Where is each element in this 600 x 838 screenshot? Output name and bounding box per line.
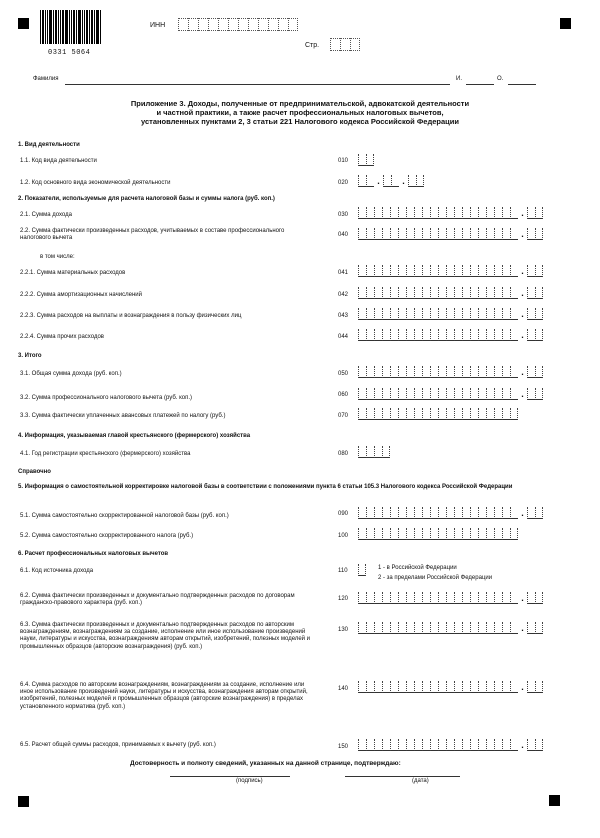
row-5-1-code: 090 bbox=[338, 511, 349, 517]
row-2-2-1-label: 2.2.1. Сумма материальных расходов bbox=[20, 270, 126, 276]
row-4-1-code: 080 bbox=[338, 451, 349, 457]
row-3-1-code: 050 bbox=[338, 371, 349, 377]
row-6-5-code: 150 bbox=[338, 744, 349, 750]
corner-marker-top-left bbox=[18, 18, 29, 29]
row-3-2-field[interactable]: . bbox=[358, 388, 543, 400]
row-6-1-field[interactable] bbox=[358, 564, 366, 576]
row-2-2-1-code: 041 bbox=[338, 270, 349, 276]
row-2-2-4-field[interactable]: . bbox=[358, 329, 543, 341]
row-6-2-field[interactable]: . bbox=[358, 592, 543, 604]
corner-marker-top-right bbox=[560, 18, 571, 29]
row-6-5-field[interactable]: . bbox=[358, 739, 543, 751]
row-5-2-field[interactable] bbox=[358, 528, 518, 540]
row-2-2-field[interactable]: . bbox=[358, 228, 543, 240]
corner-marker-bottom-left bbox=[18, 796, 29, 807]
page-number-field[interactable] bbox=[330, 38, 360, 50]
signature-caption: (подпись) bbox=[236, 778, 263, 784]
section-5-heading: 5. Информация о самостоятельной корректировке налоговой базы в соответствии с положениями пункта 6 статьи 105.3 Налогового кодекса Российской Федерации bbox=[18, 484, 513, 490]
initial-o-label: О. bbox=[497, 76, 504, 82]
row-2-2-4-label: 2.2.4. Сумма прочих расходов bbox=[20, 334, 104, 340]
row-6-3-label: 6.3. Сумма фактически произведенных и документально подтвержденных расходов по авторским вознаграждениям, вознаграждениям за создание, исполнение или иное использование произведений науки, литературы и искусства, вознаграждениям авторам открытий, изобретений, полезных моделей и промышленных образцов (авторские вознаграждения) (руб. коп.) bbox=[20, 622, 311, 650]
row-1-2-field[interactable]: . . bbox=[358, 175, 424, 187]
row-2-1-label: 2.1. Сумма дохода bbox=[20, 212, 72, 218]
row-6-4-code: 140 bbox=[338, 686, 349, 692]
barcode bbox=[40, 10, 112, 52]
row-1-1-label: 1.1. Код вида деятельности bbox=[20, 158, 97, 164]
row-1-1-code: 010 bbox=[338, 158, 349, 164]
confirmation-text: Достоверность и полноту сведений, указанных на данной странице, подтверждаю: bbox=[130, 760, 401, 767]
surname-line[interactable] bbox=[65, 84, 450, 85]
row-2-2-label: 2.2. Сумма фактически произведенных расходов, учитываемых в составе профессионального налогового вычета bbox=[20, 228, 285, 242]
barcode-number: 0331 5064 bbox=[48, 49, 91, 57]
row-1-2-code: 020 bbox=[338, 180, 349, 186]
row-3-2-label: 3.2. Сумма профессионального налогового вычета (руб. коп.) bbox=[20, 395, 193, 401]
date-line[interactable] bbox=[345, 776, 460, 777]
row-6-2-code: 120 bbox=[338, 596, 349, 602]
row-2-1-field[interactable]: . bbox=[358, 207, 543, 219]
inn-label: ИНН bbox=[150, 22, 166, 29]
row-5-2-label: 5.2. Сумма самостоятельно скорректированного налога (руб.) bbox=[20, 533, 194, 539]
row-2-2-code: 040 bbox=[338, 232, 349, 238]
inn-field[interactable] bbox=[178, 18, 298, 30]
row-1-1-field[interactable] bbox=[358, 154, 374, 166]
row-6-2-label: 6.2. Сумма фактически произведенных и документально подтвержденных расходов по договорам гражданско-правового характера (руб. коп.) bbox=[20, 593, 295, 607]
row-2-2-2-field[interactable]: . bbox=[358, 287, 543, 299]
row-3-2-code: 060 bbox=[338, 392, 349, 398]
date-caption: (дата) bbox=[412, 778, 429, 784]
row-3-1-label: 3.1. Общая сумма дохода (руб. коп.) bbox=[20, 371, 122, 377]
section-3-heading: 3. Итого bbox=[18, 353, 42, 359]
row-6-4-field[interactable]: . bbox=[358, 681, 543, 693]
row-6-1-option-1: 1 - в Российской Федерации bbox=[378, 565, 457, 571]
row-2-2-2-label: 2.2.2. Сумма амортизационных начислений bbox=[20, 292, 142, 298]
row-4-1-field[interactable] bbox=[358, 446, 390, 458]
row-2-2-3-field[interactable]: . bbox=[358, 308, 543, 320]
row-3-3-code: 070 bbox=[338, 413, 349, 419]
row-2-1-code: 030 bbox=[338, 212, 349, 218]
page-label: Стр. bbox=[305, 42, 320, 49]
row-2-2-4-code: 044 bbox=[338, 334, 349, 340]
corner-marker-bottom-right bbox=[549, 795, 560, 806]
section-2-heading: 2. Показатели, используемые для расчета налоговой базы и суммы налога (руб. коп.) bbox=[18, 196, 275, 202]
row-6-4-label: 6.4. Сумма расходов по авторским вознаграждениям, вознаграждениям за создание, исполнение или иное использование произведений науки, литературы и искусства, вознаграждения авторам открытий, изобретений, полезных моделей и промышленных образцов (авторские вознаграждения) в пределах установленного норматива (руб. коп.) bbox=[20, 682, 308, 710]
row-3-1-field[interactable]: . bbox=[358, 366, 543, 378]
signature-line[interactable] bbox=[170, 776, 290, 777]
appendix-title: Приложение 3. Доходы, полученные от предпринимательской, адвокатской деятельности и частной практики, а также расчет профессиональных налоговых вычетов, установленных пунктами 2, 3 статьи 221 Налогового кодекса Российской Федерации bbox=[130, 99, 470, 126]
row-3-3-label: 3.3. Сумма фактически уплаченных авансовых платежей по налогу (руб.) bbox=[20, 413, 226, 419]
row-5-2-code: 100 bbox=[338, 533, 349, 539]
surname-label: Фамилия bbox=[33, 76, 59, 82]
row-5-1-label: 5.1. Сумма самостоятельно скорректированной налоговой базы (руб. коп.) bbox=[20, 513, 229, 519]
row-6-1-option-2: 2 - за пределами Российской Федерации bbox=[378, 575, 493, 581]
initial-i-label: И. bbox=[456, 76, 462, 82]
row-6-5-label: 6.5. Расчет общей суммы расходов, принимаемых к вычету (руб. коп.) bbox=[20, 742, 216, 748]
initial-o-line[interactable] bbox=[508, 84, 536, 85]
row-3-3-field[interactable] bbox=[358, 408, 518, 420]
reference-heading: Справочно bbox=[18, 469, 51, 475]
row-4-1-label: 4.1. Год регистрации крестьянского (фермерского) хозяйства bbox=[20, 451, 191, 457]
row-2-2-1-field[interactable]: . bbox=[358, 265, 543, 277]
row-5-1-field[interactable]: . bbox=[358, 507, 543, 519]
row-2-2-3-label: 2.2.3. Сумма расходов на выплаты и вознаграждения в пользу физических лиц bbox=[20, 313, 242, 319]
row-6-3-code: 130 bbox=[338, 627, 349, 633]
section-1-heading: 1. Вид деятельности bbox=[18, 142, 80, 148]
section-6-heading: 6. Расчет профессиональных налоговых вычетов bbox=[18, 551, 169, 557]
row-6-1-code: 110 bbox=[338, 568, 348, 574]
row-2-2-2-code: 042 bbox=[338, 292, 349, 298]
initial-i-line[interactable] bbox=[466, 84, 494, 85]
including-label: в том числе: bbox=[40, 254, 75, 260]
row-6-1-label: 6.1. Код источника дохода bbox=[20, 568, 94, 574]
section-4-heading: 4. Информация, указываемая главой крестьянского (фермерского) хозяйства bbox=[18, 433, 251, 439]
row-2-2-3-code: 043 bbox=[338, 313, 349, 319]
row-1-2-label: 1.2. Код основного вида экономической деятельности bbox=[20, 180, 171, 186]
row-6-3-field[interactable]: . bbox=[358, 622, 543, 634]
